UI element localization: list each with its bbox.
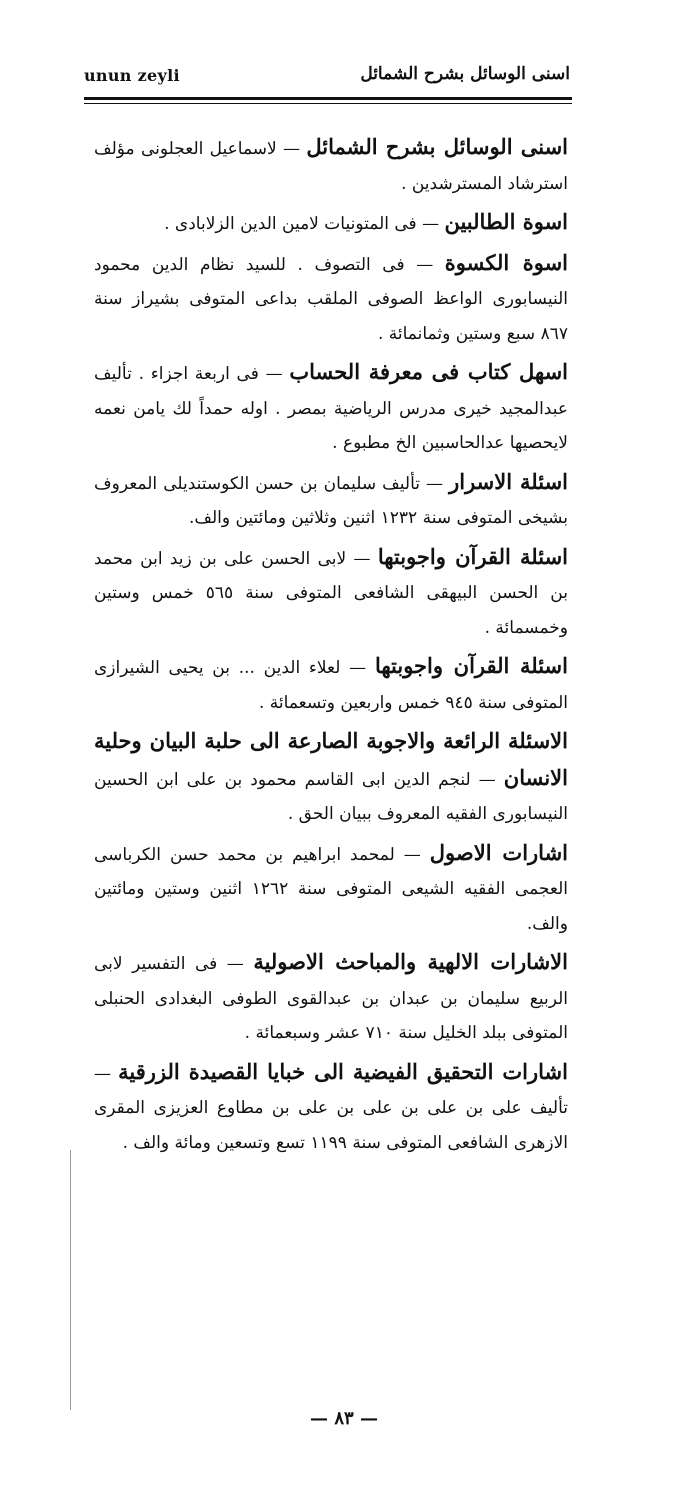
entry-text: — لابى الحسن على بن زيد ابن محمد بن الحسن البيهقى الشافعى المتوفى سنة ٥٦٥ خمس وستين وخمسمائة . <box>94 548 568 638</box>
entry-heading: اسئلة الاسرار <box>449 468 568 494</box>
entry <box>94 540 568 646</box>
running-header-right: اسنى الوسائل بشرح الشمائل <box>360 64 570 84</box>
entry <box>94 724 568 832</box>
entry-heading: اسوة الكسوة <box>444 249 568 275</box>
page-number: — ٨٣ — <box>310 1408 378 1429</box>
header-rule <box>84 97 572 104</box>
entry-text: — لعلاء الدين ... بن يحيى الشيرازى المتوفى سنة ٩٤٥ خمس واربعين وتسعمائة . <box>94 658 568 713</box>
entry-heading: اسهل كتاب فى معرفة الحساب <box>289 359 568 384</box>
entry-text: — فى المتونيات لامين الدين الزلابادى . <box>164 214 445 234</box>
entry <box>94 130 568 201</box>
entry-text: — تأليف سليمان بن حسن الكوستنديلى المعروف بشيخى المتوفى سنة ١٢٣٢ اثنين وثلاثين ومائتين والف. <box>94 473 568 528</box>
entry-heading: الاشارات الالهية والمباحث الاصولية <box>253 949 568 974</box>
entry <box>94 836 568 942</box>
entry-heading: اسوة الطالبين <box>444 209 568 234</box>
entry-text: — فى اربعة اجزاء . تأليف عبدالمجيد خيرى مدرس الرياضية بمصر . اوله حمداً لك يامن نعمه لايحصيها عدالحاسبين الخ مطبوع . <box>94 364 568 453</box>
entry-text: — تأليف على بن على بن على بن على بن مطاوع العزيزى المقرى الازهرى الشافعى المتوفى سنة ١١٩٩ تسع وتسعين ومائة والف . <box>94 1063 568 1153</box>
running-header-left: unun zeyli <box>84 66 180 85</box>
entry-heading: اشارات التحقيق الفيضية الى خبايا القصيدة الزرقية <box>118 1058 568 1084</box>
entries-body <box>94 130 568 1164</box>
entry-text: — فى التفسير لابى الربيع سليمان بن عبدان بن عبدالقوى الطوفى البغدادى الحنبلى المتوفى ببلد الخليل سنة ٧١٠ عشر وسبعمائة . <box>94 954 568 1043</box>
entry-heading: اشارات الاصول <box>429 839 569 865</box>
entry <box>94 355 568 461</box>
scan-margin-line <box>70 1150 71 1410</box>
entry-heading: اسئلة القرآن واجوبتها <box>374 653 568 678</box>
entry <box>94 649 568 720</box>
entry <box>94 465 568 536</box>
entry <box>94 205 568 242</box>
entry-text: — لنجم الدين ابى القاسم محمود بن على ابن الحسين النيسابورى الفقيه المعروف ببيان الحق . <box>94 769 568 824</box>
entry <box>94 1055 568 1161</box>
entry-text: — لاسماعيل العجلونى مؤلف استرشاد المسترشدين . <box>94 139 568 194</box>
entry-heading: اسنى الوسائل بشرح الشمائل <box>306 134 568 159</box>
entry <box>94 246 568 352</box>
entry <box>94 945 568 1051</box>
entry-text: — فى التصوف . للسيد نظام الدين محمود النيسابورى الواعظ الصوفى الملقب بداعى المتوفى بشيراز سنة ٨٦٧ سبع وستين وثمانمائة . <box>94 254 568 344</box>
entry-heading: اسئلة القرآن واجوبتها <box>377 543 568 569</box>
entry-heading: الاسئلة الرائعة والاجوبة الصارعة الى حلبة البيان وحلية الانسان <box>94 728 568 790</box>
entry-text: — لمحمد ابراهيم بن محمد حسن الكرباسى العجمى الفقيه الشيعى المتوفى سنة ١٢٦٢ اثنين وستين ومائتين والف. <box>94 844 569 934</box>
